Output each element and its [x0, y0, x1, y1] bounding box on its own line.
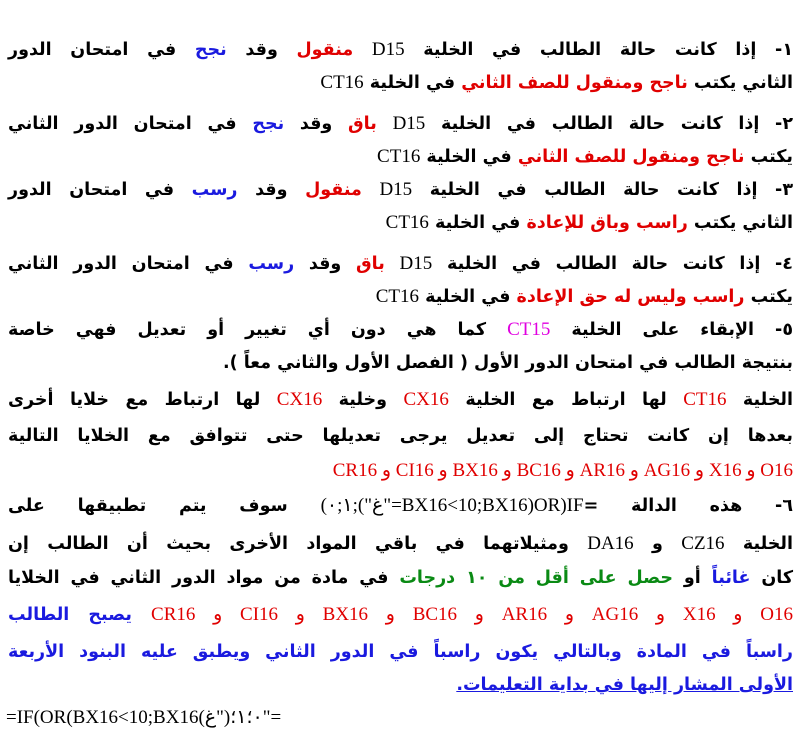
text-line-4 [8, 145, 793, 173]
text-line-5 [8, 178, 793, 206]
text-run: CT16 [375, 286, 419, 307]
text-line-19 [8, 673, 793, 701]
text-run: D15 [379, 179, 413, 200]
text-run: ومثيلاتهما في باقي المواد الأخرى بحيث أن الطالب إن [8, 534, 588, 554]
text-run: لها ارتباط مع خلايا أخرى [8, 390, 277, 410]
text-run: O16 و X16 و AG16 و AR16 و BC16 و BX16 و CI16 و CR16 [151, 604, 793, 625]
text-run: في مادة من مواد الدور الثاني في الخلايا [8, 568, 400, 588]
text-run: يصبح الطالب [8, 605, 152, 625]
text-run: في امتحان الدور الثاني [8, 254, 249, 274]
text-run: CX16 [276, 389, 323, 410]
text-run: CT16 [683, 389, 727, 410]
text-run: منقول [296, 40, 354, 60]
text-run: باق [348, 114, 377, 134]
text-run: كما هي دون أي تغيير أو تعديل فهي خاصة [8, 320, 508, 340]
text-run: راسباً في المادة وبالتالي يكون راسباً في الدور الثاني ويطبق عليه البنود الأربعة [8, 642, 793, 662]
text-run: وقد [294, 254, 357, 274]
text-run: كان [750, 568, 794, 588]
text-run: راسب وباق للإعادة [526, 213, 688, 233]
formula-text: =IF(OR(BX16<10;BX16(٠؛١؛("غ"= [6, 707, 282, 728]
text-line-13 [8, 459, 793, 487]
text-run: ٦- هذه الدالة = [583, 496, 794, 516]
text-run [385, 254, 400, 274]
text-run: سوف يتم تطبيقها على [8, 496, 321, 516]
text-run: في امتحان الدور [8, 40, 195, 60]
text-run: نجح [252, 114, 285, 134]
text-run: الثاني يكتب [687, 213, 793, 233]
text-run: الخلية [724, 534, 793, 554]
text-run: وقد [226, 40, 297, 60]
text-run: DA16 [587, 533, 634, 554]
text-run: D15 [392, 113, 426, 134]
text-run: CZ16 [681, 533, 725, 554]
text-run: D15 [371, 39, 405, 60]
text-run: باق [356, 254, 385, 274]
text-run: نجح [194, 40, 227, 60]
text-run: وقد [284, 114, 349, 134]
text-run [377, 114, 393, 134]
text-run: الخلية [726, 390, 794, 410]
text-run: حصل على أقل من ١٠ درجات [399, 568, 673, 588]
text-run: أو [672, 568, 712, 588]
text-run: ناجح ومنقول للصف الثاني [461, 73, 688, 93]
text-run: O16 و X16 و AG16 و AR16 و BC16 و BX16 و CI16 و CR16 [332, 460, 793, 481]
text-run: وخلية [322, 390, 404, 410]
text-run: يكتب [744, 287, 793, 307]
text-run: ٣- إذا كانت حالة الطالب في الخلية [412, 180, 793, 200]
text-line-10 [8, 351, 793, 379]
text-line-14 [8, 494, 793, 522]
text-line-11 [8, 388, 793, 416]
text-line-16 [8, 566, 793, 594]
text-run: في الخلية [428, 213, 527, 233]
text-run: CT15 [507, 319, 551, 340]
text-run: رسب [191, 180, 238, 200]
text-line-9 [8, 318, 793, 346]
text-run: ٥- الإبقاء على الخلية [550, 320, 793, 340]
text-run: IF(OR(BX16<10;BX16="غ");١;٠) [320, 495, 584, 516]
text-line-7 [8, 252, 793, 280]
text-run: بعدها إن كانت تحتاج إلى تعديل يرجى تعديلها حتى تتوافق مع الخلايا التالية [8, 426, 793, 446]
text-run: رسب [248, 254, 295, 274]
text-run: الأولى المشار إليها في بداية التعليمات. [456, 675, 793, 695]
text-run: يكتب [744, 147, 793, 167]
text-run: CT16 [377, 146, 421, 167]
text-run: غائباً [711, 568, 751, 588]
text-line-8 [8, 285, 793, 313]
text-run: في الخلية [419, 287, 517, 307]
text-line-2 [8, 71, 793, 99]
text-run: D15 [399, 253, 433, 274]
text-run: منقول [305, 180, 362, 200]
text-run: ٤- إذا كانت حالة الطالب في الخلية [432, 254, 793, 274]
text-line-3 [8, 112, 793, 140]
text-run: في امتحان الدور الثاني [8, 114, 253, 134]
text-run: CT16 [320, 72, 364, 93]
text-run: راسب وليس له حق الإعادة [516, 287, 745, 307]
text-line-17 [8, 603, 793, 631]
text-run: ٢- إذا كانت حالة الطالب في الخلية [425, 114, 794, 134]
text-run: الثاني يكتب [687, 73, 793, 93]
text-run: ناجح ومنقول للصف الثاني [517, 147, 745, 167]
text-run [353, 40, 372, 60]
text-run: وقد [237, 180, 306, 200]
text-line-1 [8, 38, 793, 66]
text-run: في الخلية [420, 147, 518, 167]
text-run: CX16 [403, 389, 449, 410]
text-run [362, 180, 380, 200]
text-line-6 [8, 211, 793, 239]
text-run: و [633, 534, 682, 554]
text-run: CT16 [385, 212, 429, 233]
text-run: ١- إذا كانت حالة الطالب في الخلية [404, 40, 793, 60]
text-line-15 [8, 532, 793, 560]
text-run: بنتيجة الطالب في امتحان الدور الأول ( الفصل الأول والثاني معاً ). [223, 353, 793, 373]
text-run: في الخلية [363, 73, 462, 93]
text-line-12 [8, 424, 793, 452]
text-run: لها ارتباط مع الخلية [448, 390, 684, 410]
text-run: في امتحان الدور [8, 180, 192, 200]
text-line-18 [8, 640, 793, 668]
